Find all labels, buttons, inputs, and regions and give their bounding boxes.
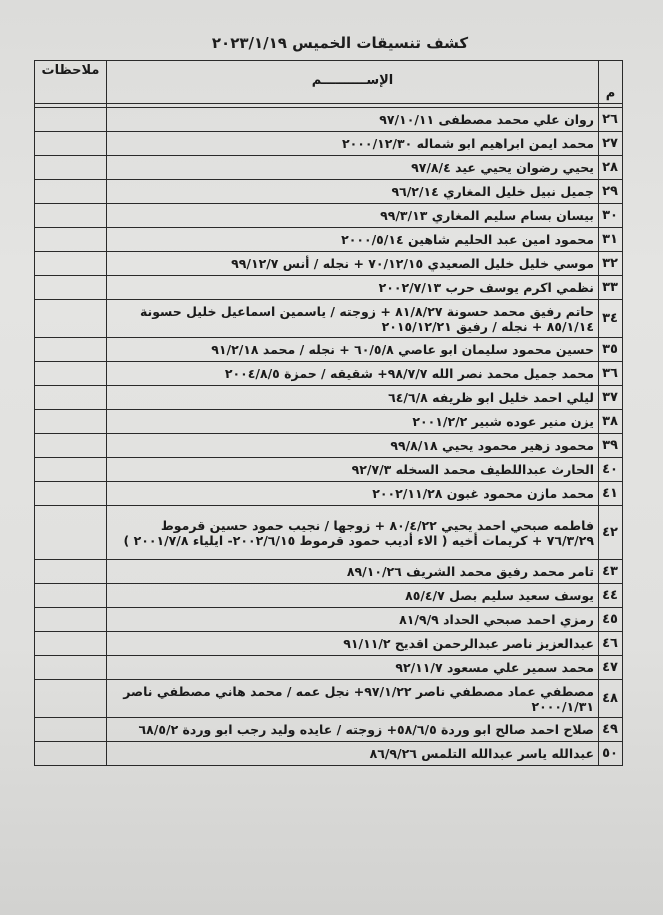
table-row xyxy=(35,632,623,656)
row-number: ٢٨ xyxy=(599,156,623,180)
row-notes xyxy=(35,156,107,180)
row-number: ٥٠ xyxy=(599,742,623,766)
bleed-through-text xyxy=(150,812,580,829)
table-row xyxy=(35,560,623,584)
row-notes xyxy=(35,362,107,386)
bleed-through-text xyxy=(300,6,304,19)
table-row xyxy=(35,386,623,410)
row-number: ٤٦ xyxy=(599,632,623,656)
row-number: ٣٣ xyxy=(599,276,623,300)
row-name: روان علي محمد مصطفى ٩٧/١٠/١١ xyxy=(107,108,599,132)
row-name: يحيي رضوان يحيي عيد ٩٧/٨/٤ xyxy=(107,156,599,180)
row-number: ٣١ xyxy=(599,228,623,252)
row-number: ٤٥ xyxy=(599,608,623,632)
row-number: ٣٥ xyxy=(599,338,623,362)
row-notes xyxy=(35,584,107,608)
table-row xyxy=(35,656,623,680)
table-row xyxy=(35,180,623,204)
row-name: بيسان بسام سليم المغاري ٩٩/٣/١٣ xyxy=(107,204,599,228)
row-notes xyxy=(35,434,107,458)
table-row xyxy=(35,718,623,742)
table-row xyxy=(35,156,623,180)
row-name: محمد سمير علي مسعود ٩٢/١١/٧ xyxy=(107,656,599,680)
table-row xyxy=(35,204,623,228)
table-row xyxy=(35,338,623,362)
names-table xyxy=(34,60,623,766)
row-name: يوسف سعيد سليم بصل ٨٥/٤/٧ xyxy=(107,584,599,608)
row-notes xyxy=(35,204,107,228)
row-notes xyxy=(35,506,107,560)
row-notes xyxy=(35,180,107,204)
row-notes xyxy=(35,300,107,338)
page-title: كشف تنسيقات الخميس ٢٠٢٣/١/١٩ xyxy=(211,34,469,52)
row-number: ٣٦ xyxy=(599,362,623,386)
table-row xyxy=(35,252,623,276)
row-name: الحارث عبداللطيف محمد السخله ٩٢/٧/٣ xyxy=(107,458,599,482)
row-number: ٤٩ xyxy=(599,718,623,742)
row-notes xyxy=(35,718,107,742)
row-notes xyxy=(35,410,107,434)
row-number: ٤٧ xyxy=(599,656,623,680)
row-name: يزن منير عوده شبير ٢٠٠١/٢/٢ xyxy=(107,410,599,434)
table-row xyxy=(35,434,623,458)
table-row xyxy=(35,276,623,300)
row-number: ٣٩ xyxy=(599,434,623,458)
row-number: ٤٠ xyxy=(599,458,623,482)
table-row xyxy=(35,228,623,252)
row-number: ٤٨ xyxy=(599,680,623,718)
header-name: الإســــــــــم xyxy=(107,61,599,104)
row-name: محمد ايمن ابراهيم ابو شماله ٢٠٠٠/١٢/٣٠ xyxy=(107,132,599,156)
table-row xyxy=(35,584,623,608)
row-notes xyxy=(35,608,107,632)
row-number: ٢٩ xyxy=(599,180,623,204)
table-row xyxy=(35,608,623,632)
row-notes xyxy=(35,108,107,132)
row-name: محمد مازن محمود غبون ٢٠٠٢/١١/٢٨ xyxy=(107,482,599,506)
header-notes: ملاحظات xyxy=(35,61,107,104)
table-row xyxy=(35,742,623,766)
row-notes xyxy=(35,458,107,482)
table-row xyxy=(35,132,623,156)
table-row xyxy=(35,108,623,132)
row-name: عبدالله ياسر عبدالله التلمس ٨٦/٩/٢٦ xyxy=(107,742,599,766)
row-notes xyxy=(35,482,107,506)
row-number: ٤١ xyxy=(599,482,623,506)
row-name: عبدالعزيز ناصر عبدالرحمن اقديح ٩١/١١/٢ xyxy=(107,632,599,656)
row-number: ٤٤ xyxy=(599,584,623,608)
row-notes xyxy=(35,252,107,276)
table-row xyxy=(35,482,623,506)
row-number: ٣٤ xyxy=(599,300,623,338)
row-number: ٣٠ xyxy=(599,204,623,228)
table-row xyxy=(35,506,623,560)
table-header-row xyxy=(35,61,623,104)
row-name: محمود زهير محمود يحيي ٩٩/٨/١٨ xyxy=(107,434,599,458)
row-notes xyxy=(35,680,107,718)
row-name: حسين محمود سليمان ابو عاصي ٦٠/٥/٨ + نجله / محمد ٩١/٢/١٨ xyxy=(107,338,599,362)
row-notes xyxy=(35,276,107,300)
row-name: جميل نبيل خليل المغاري ٩٦/٢/١٤ xyxy=(107,180,599,204)
row-notes xyxy=(35,228,107,252)
row-notes xyxy=(35,656,107,680)
row-name: تامر محمد رفيق محمد الشريف ٨٩/١٠/٢٦ xyxy=(107,560,599,584)
table-row xyxy=(35,362,623,386)
row-name: رمزي احمد صبحي الحداد ٨١/٩/٩ xyxy=(107,608,599,632)
row-name: نظمي اكرم يوسف حرب ٢٠٠٢/٧/١٣ xyxy=(107,276,599,300)
row-number: ٤٣ xyxy=(599,560,623,584)
row-number: ٣٢ xyxy=(599,252,623,276)
table-row xyxy=(35,680,623,718)
row-name: محمد جميل محمد نصر الله ٩٨/٧/٧+ شقيقه / حمزة ٢٠٠٤/٨/٥ xyxy=(107,362,599,386)
row-notes xyxy=(35,742,107,766)
table-body xyxy=(35,104,623,766)
row-notes xyxy=(35,560,107,584)
header-number: م xyxy=(599,61,623,104)
table-row xyxy=(35,300,623,338)
row-number: ٣٧ xyxy=(599,386,623,410)
row-number: ٢٦ xyxy=(599,108,623,132)
row-notes xyxy=(35,338,107,362)
row-name: مصطفي عماد مصطفي ناصر ٩٧/١/٢٢+ نجل عمه / محمد هاني مصطفي ناصر ٢٠٠٠/١/٣١ xyxy=(107,680,599,718)
row-name: محمود امين عبد الحليم شاهين ٢٠٠٠/٥/١٤ xyxy=(107,228,599,252)
row-name: حاتم رفيق محمد حسونة ٨١/٨/٢٧ + زوجته / ياسمين اسماعيل خليل حسونة ٨٥/١/١٤ + نجله / رفيق ٢٠١٥/١٢/٢١ xyxy=(107,300,599,338)
row-number: ٤٢ xyxy=(599,506,623,560)
row-number: ٢٧ xyxy=(599,132,623,156)
row-name: فاطمه صبحي احمد يحيي ٨٠/٤/٢٢ + زوجها / نجيب حمود حسين قرموط ٧٦/٣/٢٩ + كريمات أخيه ( الاء أديب حمود قرموط ٢٠٠٢/٦/١٥- ايلياء ٢٠٠١/٧/٨ ) xyxy=(107,506,599,560)
table-row xyxy=(35,410,623,434)
row-name: صلاح احمد صالح ابو وردة ٥٨/٦/٥+ زوجته / عايده وليد رجب ابو وردة ٦٨/٥/٢ xyxy=(107,718,599,742)
row-notes xyxy=(35,632,107,656)
row-notes xyxy=(35,132,107,156)
row-number: ٣٨ xyxy=(599,410,623,434)
row-notes xyxy=(35,386,107,410)
row-name: موسي خليل خليل الصعيدي ٧٠/١٢/١٥ + نجله / أنس ٩٩/١٢/٧ xyxy=(107,252,599,276)
table-row xyxy=(35,458,623,482)
row-name: ليلي احمد خليل ابو ظريفه ٦٤/٦/٨ xyxy=(107,386,599,410)
